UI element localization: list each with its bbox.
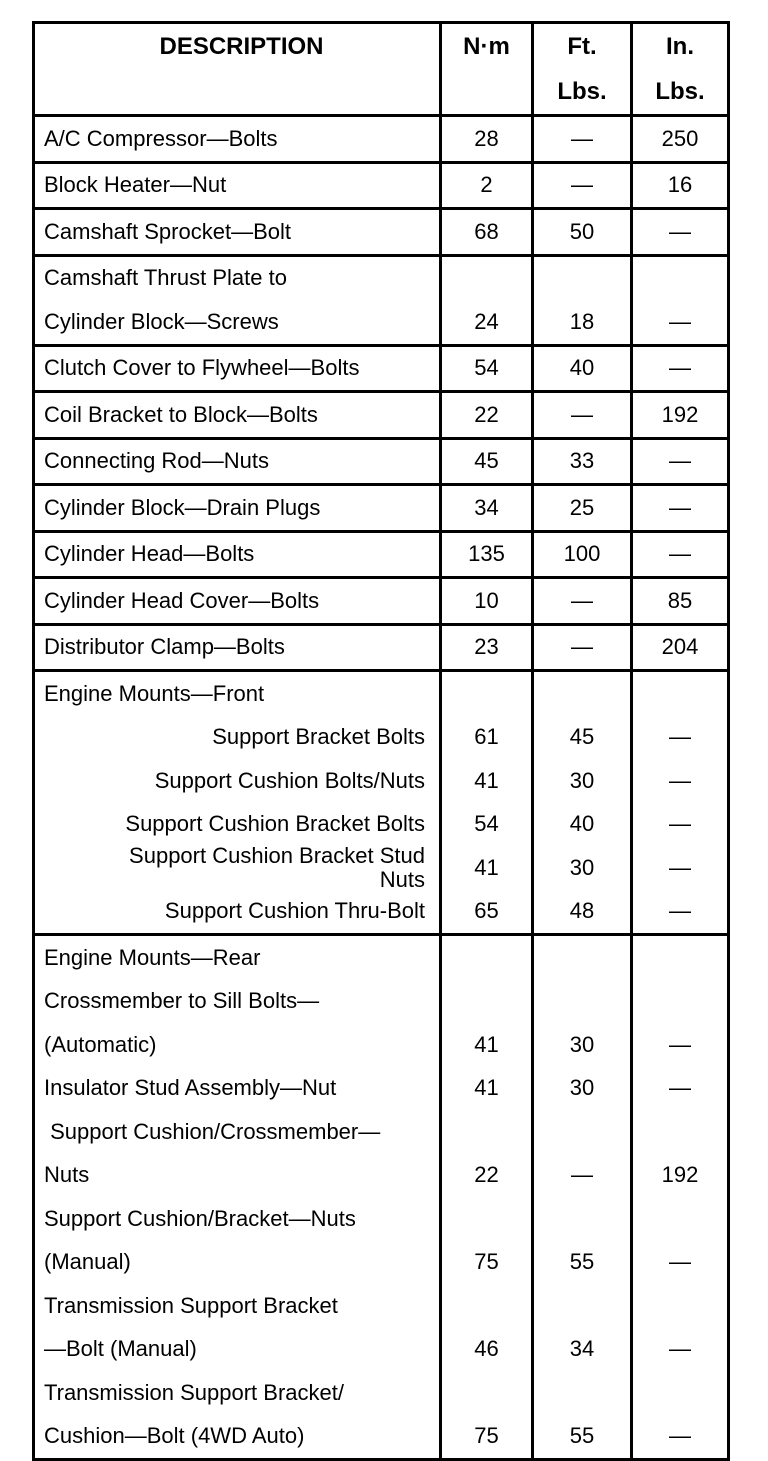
ft-lbs-cell [534, 486, 633, 530]
in-lbs-cell [633, 486, 727, 530]
nm-cell-line: 135 [468, 541, 505, 567]
ft-lbs-cell-line: 100 [563, 541, 601, 567]
ft-lbs-value: 45 [569, 724, 595, 750]
nm-cell [442, 257, 534, 344]
in-lbs-cell-line: — [669, 448, 691, 474]
table-row [35, 254, 727, 344]
in-lbs-value [633, 1371, 727, 1415]
in-lbs-cell-line: 16 [667, 172, 693, 198]
blank-line [534, 672, 630, 716]
in-lbs-cell [633, 393, 727, 437]
ft-lbs-value [534, 1371, 630, 1415]
table-row [35, 483, 727, 530]
in-lbs-cell [633, 117, 727, 161]
header-in-lbs: In. Lbs. [655, 32, 705, 105]
in-lbs-value: — [669, 1423, 691, 1449]
in-lbs-value [633, 1284, 727, 1328]
ft-lbs-cell-line: — [571, 587, 593, 613]
ft-lbs-value: 55 [569, 1423, 595, 1449]
description-cell-line: Connecting Rod—Nuts [44, 448, 270, 474]
description-line-2: Nuts [379, 866, 425, 892]
nm-cell [442, 486, 534, 530]
nm-value: 41 [474, 1031, 499, 1057]
nm-cell [442, 440, 534, 484]
description-cell [35, 440, 442, 484]
ft-lbs-cell-line: 40 [569, 355, 595, 381]
description-line: Support Bracket Bolts [212, 724, 425, 750]
nm-value [442, 1284, 531, 1328]
nm-value [442, 1371, 531, 1415]
description-line: Insulator Stud Assembly—Nut [44, 1075, 337, 1101]
ft-lbs-value: 30 [569, 1075, 595, 1101]
ft-lbs-value: 30 [569, 767, 595, 793]
in-lbs-value: — [669, 724, 691, 750]
blank-line [442, 672, 531, 716]
description-cell [35, 672, 442, 933]
description-cell-line: Cylinder Head Cover—Bolts [44, 587, 320, 613]
nm-cell [442, 347, 534, 391]
nm-cell-line: 34 [474, 494, 499, 520]
nm-value: 75 [474, 1249, 499, 1275]
description-line: (Manual) [44, 1249, 131, 1275]
description-cell [35, 257, 442, 344]
in-lbs-value: — [669, 1075, 691, 1101]
ft-lbs-cell-line: 25 [569, 494, 595, 520]
description-cell-line: Camshaft Sprocket—Bolt [44, 218, 291, 244]
table-row [35, 161, 727, 208]
group-title: Engine Mounts—Front [44, 680, 265, 706]
nm-value [442, 1110, 531, 1154]
ft-lbs-cell [534, 533, 633, 577]
ft-lbs-cell-line: 50 [569, 218, 595, 244]
nm-value: 46 [474, 1336, 499, 1362]
description-cell-line: Distributor Clamp—Bolts [44, 634, 285, 660]
ft-lbs-value [534, 1110, 630, 1154]
ft-lbs-cell [534, 164, 633, 208]
in-lbs-cell-line: — [669, 218, 691, 244]
in-lbs-cell [633, 347, 727, 391]
in-lbs-cell-line: — [669, 541, 691, 567]
header-description: DESCRIPTION [35, 24, 442, 114]
ft-lbs-cell [534, 440, 633, 484]
nm-value [442, 936, 531, 980]
nm-cell [442, 626, 534, 670]
nm-cell-line: 28 [474, 125, 499, 151]
description-line: Nuts [44, 1162, 90, 1188]
table-row [35, 530, 727, 577]
description-cell-line: Cylinder Head—Bolts [44, 541, 255, 567]
in-lbs-value: — [669, 898, 691, 924]
nm-cell-line: 10 [474, 587, 499, 613]
in-lbs-cell [633, 210, 727, 254]
in-lbs-value: 192 [661, 1162, 699, 1188]
nm-value [442, 980, 531, 1024]
description-cell [35, 486, 442, 530]
in-lbs-value: — [669, 854, 691, 880]
ft-lbs-cell-line: — [571, 125, 593, 151]
description-cell [35, 533, 442, 577]
description-line-1: Support Cushion Bracket Stud [129, 842, 425, 868]
table-row [35, 344, 727, 391]
description-cell [35, 936, 442, 1458]
in-lbs-value [633, 1110, 727, 1154]
ft-lbs-value [534, 980, 630, 1024]
table-row [35, 114, 727, 161]
nm-value: 41 [474, 854, 499, 880]
ft-lbs-cell [534, 347, 633, 391]
ft-lbs-cell-line: — [571, 172, 593, 198]
ft-lbs-cell-line: — [571, 401, 593, 427]
description-cell [35, 347, 442, 391]
in-lbs-cell-line: 204 [661, 634, 699, 660]
ft-lbs-cell-line: 33 [569, 448, 595, 474]
nm-cell [442, 672, 534, 933]
description-line: Cushion—Bolt (4WD Auto) [44, 1423, 305, 1449]
description-cell [35, 393, 442, 437]
nm-value [442, 1197, 531, 1241]
description-line: Support Cushion Bolts/Nuts [154, 767, 425, 793]
table-row [35, 390, 727, 437]
table-body [35, 114, 727, 1458]
ft-lbs-value [534, 1284, 630, 1328]
in-lbs-cell-line: — [669, 308, 691, 334]
in-lbs-cell [633, 440, 727, 484]
nm-cell [442, 117, 534, 161]
description-cell [35, 117, 442, 161]
ft-lbs-cell [534, 210, 633, 254]
description-cell [35, 164, 442, 208]
in-lbs-cell-line: — [669, 494, 691, 520]
ft-lbs-value: 55 [569, 1249, 595, 1275]
ft-lbs-value: 30 [569, 1031, 595, 1057]
description-cell-line: Block Heater—Nut [44, 172, 227, 198]
table-row [35, 576, 727, 623]
nm-cell [442, 533, 534, 577]
description-cell [35, 210, 442, 254]
description-cell-line: Cylinder Block—Drain Plugs [44, 494, 321, 520]
ft-lbs-cell-line [534, 257, 630, 301]
nm-cell-line [442, 257, 531, 301]
ft-lbs-cell [534, 393, 633, 437]
in-lbs-value: — [669, 811, 691, 837]
in-lbs-cell [633, 257, 727, 344]
ft-lbs-value [534, 936, 630, 980]
in-lbs-cell-line [633, 257, 727, 301]
description-cell [35, 579, 442, 623]
nm-cell [442, 164, 534, 208]
table-row-engine-mounts-front [35, 669, 727, 933]
description-cell-line: Clutch Cover to Flywheel—Bolts [44, 355, 360, 381]
description-cell-line: Coil Bracket to Block—Bolts [44, 401, 318, 427]
in-lbs-cell-line: — [669, 355, 691, 381]
nm-value: 75 [474, 1423, 499, 1449]
in-lbs-cell [633, 164, 727, 208]
in-lbs-cell-line: 250 [661, 125, 699, 151]
nm-cell-line: 2 [480, 172, 493, 198]
nm-cell-line: 22 [474, 401, 499, 427]
in-lbs-value [633, 980, 727, 1024]
ft-lbs-cell [534, 257, 633, 344]
nm-value: 41 [474, 767, 499, 793]
in-lbs-cell [633, 936, 727, 1458]
description-cell-line: Camshaft Thrust Plate to [44, 265, 287, 291]
in-lbs-value: — [669, 767, 691, 793]
ft-lbs-value [534, 1197, 630, 1241]
nm-cell [442, 579, 534, 623]
in-lbs-cell-line: 192 [661, 401, 699, 427]
nm-cell-line: 54 [474, 355, 499, 381]
in-lbs-value: — [669, 1336, 691, 1362]
in-lbs-value [633, 936, 727, 980]
ft-lbs-cell [534, 626, 633, 670]
ft-lbs-value: 48 [569, 898, 595, 924]
description-line: Support Cushion Thru-Bolt [164, 898, 425, 924]
blank-line [633, 672, 727, 716]
nm-cell [442, 936, 534, 1458]
nm-value: 54 [474, 811, 499, 837]
ft-lbs-value: 40 [569, 811, 595, 837]
ft-lbs-value: 30 [569, 854, 595, 880]
ft-lbs-cell [534, 117, 633, 161]
nm-value: 65 [474, 898, 499, 924]
table-row-engine-mounts-rear [35, 933, 727, 1458]
in-lbs-value [633, 1197, 727, 1241]
ft-lbs-cell-line: — [571, 634, 593, 660]
ft-lbs-cell [534, 579, 633, 623]
ft-lbs-value: — [571, 1162, 593, 1188]
nm-value: 41 [474, 1075, 499, 1101]
in-lbs-cell [633, 533, 727, 577]
nm-cell-line: 45 [474, 448, 499, 474]
nm-value: 61 [474, 724, 499, 750]
torque-spec-table [32, 21, 730, 1461]
nm-cell [442, 393, 534, 437]
description-line: Transmission Support Bracket [44, 1292, 338, 1318]
nm-cell-line: 68 [474, 218, 499, 244]
ft-lbs-cell [534, 672, 633, 933]
table-row [35, 437, 727, 484]
in-lbs-value: — [669, 1249, 691, 1275]
description-line: —Bolt (Manual) [44, 1336, 197, 1362]
description-cell-line: A/C Compressor—Bolts [44, 125, 278, 151]
ft-lbs-cell-line: 18 [569, 308, 595, 334]
in-lbs-cell-line: 85 [667, 587, 693, 613]
description-line: Support Cushion Bracket Bolts [125, 811, 425, 837]
in-lbs-cell [633, 672, 727, 933]
description-cell [35, 626, 442, 670]
table-row [35, 623, 727, 670]
header-ft-lbs: Ft. Lbs. [534, 24, 633, 114]
in-lbs-cell [633, 626, 727, 670]
nm-cell-line: 24 [474, 308, 499, 334]
table-row [35, 207, 727, 254]
nm-cell-line: 23 [474, 634, 499, 660]
nm-cell [442, 210, 534, 254]
description-line: Support Cushion/Bracket—Nuts [44, 1205, 356, 1231]
in-lbs-cell [633, 579, 727, 623]
description-line: (Automatic) [44, 1031, 157, 1057]
nm-value: 22 [474, 1162, 499, 1188]
ft-lbs-cell [534, 936, 633, 1458]
header-nm: N·m [442, 24, 534, 114]
description-line: Transmission Support Bracket/ [44, 1379, 344, 1405]
in-lbs-value: — [669, 1031, 691, 1057]
table-header-row [35, 24, 727, 114]
ft-lbs-value: 34 [569, 1336, 595, 1362]
description-line [44, 842, 439, 892]
description-line: Engine Mounts—Rear [44, 944, 261, 970]
description-line: Crossmember to Sill Bolts— [44, 988, 320, 1014]
description-cell-line: Cylinder Block—Screws [44, 308, 279, 334]
description-line: Support Cushion/Crossmember— [44, 1118, 381, 1144]
